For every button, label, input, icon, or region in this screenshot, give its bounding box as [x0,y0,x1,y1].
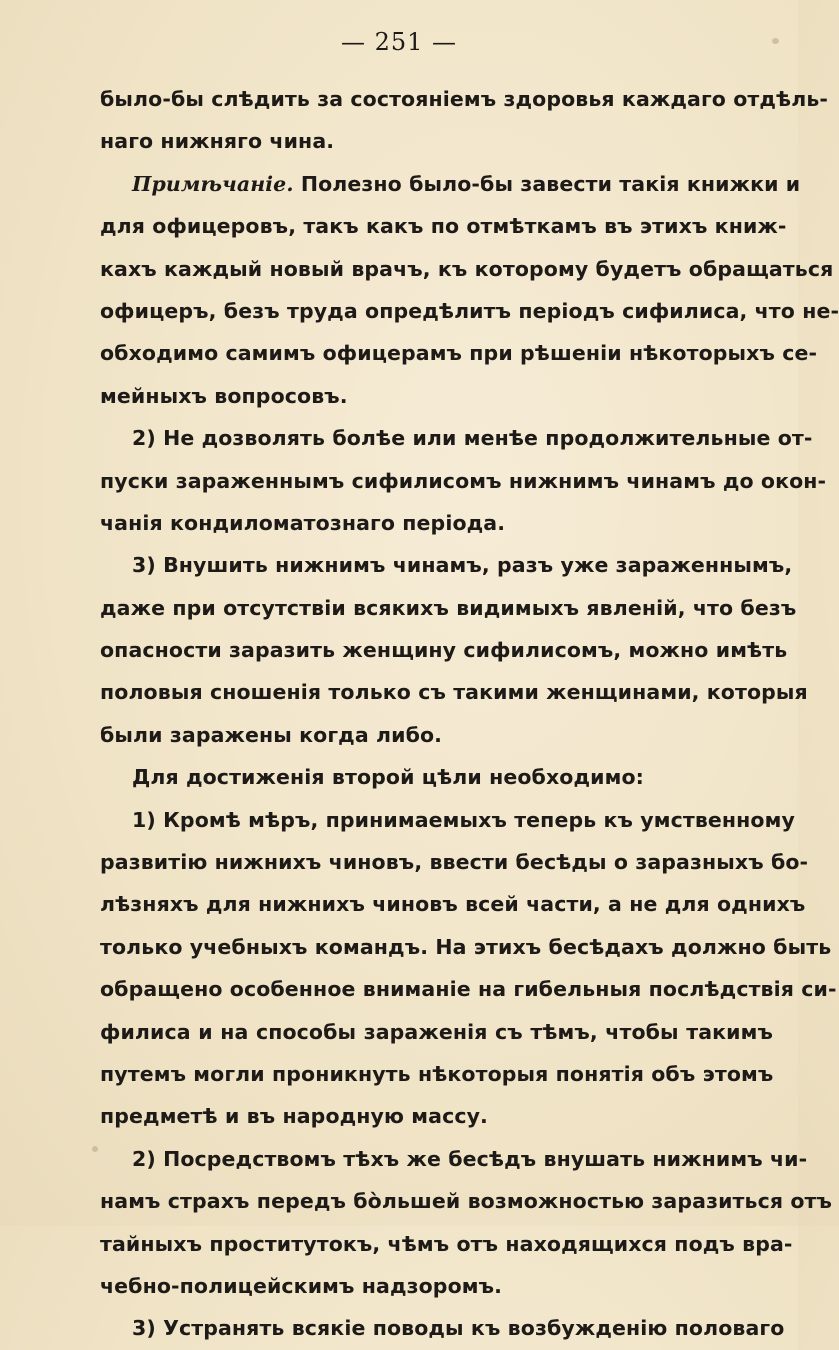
text-line: 2) Не дозволять болѣе или менѣе продолжительные от- [132,426,813,451]
text-line: мейныхъ вопросовъ. [100,383,348,408]
ink-spot [772,38,779,44]
text-line: кахъ каждый новый врачъ, къ которому будетъ обращаться [100,256,834,281]
text-line: Для достиженія второй цѣли необходимо: [132,765,644,790]
text-line: 1) Кромѣ мѣръ, принимаемыхъ теперь къ умственному [132,807,795,832]
text-line: филиса и на способы зараженія съ тѣмъ, чтобы такимъ [100,1019,773,1044]
text-line: половыя сношенія только съ такими женщинами, которыя [100,680,808,705]
text-line: для офицеровъ, такъ какъ по отмѣткамъ въ этихъ книж- [100,214,787,239]
text-line: 2) Посредствомъ тѣхъ же бесѣдъ внушать нижнимъ чи- [132,1146,808,1171]
body-text [100,78,839,1350]
text-line: обходимо самимъ офицерамъ при рѣшеніи нѣкоторыхъ се- [100,341,818,366]
text-line: чебно-полицейскимъ надзоромъ. [100,1273,503,1298]
text-line: пуски зараженнымъ сифилисомъ нижнимъ чинамъ до окон- [100,468,827,493]
text-line: развитію нижнихъ чиновъ, ввести бесѣды о заразныхъ бо- [100,850,809,875]
text-line: было-бы слѣдить за состояніемъ здоровья каждаго отдѣль- [100,87,828,111]
text-line: тайныхъ проститутокъ, чѣмъ отъ находящихся подъ вра- [100,1231,793,1256]
text-line: офицеръ, безъ труда опредѣлитъ періодъ сифилиса, что не- [100,298,839,323]
text-line: были заражены когда либо. [100,722,443,747]
text-line: даже при отсутствіи всякихъ видимыхъ явленій, что безъ [100,595,797,620]
text-line: лѣзняхъ для нижнихъ чиновъ всей части, а не для однихъ [100,892,806,917]
text-line: 3) Внушить нижнимъ чинамъ, разъ уже зараженнымъ, [132,553,793,578]
note-line [100,163,801,205]
text-line: обращено особенное вниманіе на гибельныя послѣдствія си- [100,977,837,1002]
text-line: путемъ могли проникнуть нѣкоторыя понятія объ этомъ [100,1061,774,1086]
page-number: — 251 — [340,28,458,56]
text-line: Полезно было-бы завести такія книжки и [300,171,801,196]
text-line: намъ страхъ передъ бо̀льшей возможностью заразиться отъ [100,1189,833,1214]
text-line: предметѣ и въ народную массу. [100,1104,488,1129]
text-line: 3) Устранять всякіе поводы къ возбужденію половаго [132,1316,785,1341]
text-line: наго нижняго чина. [100,129,335,154]
text-line: опасности заразить женщину сифилисомъ, можно имѣть [100,638,788,663]
text-line: чанія кондиломатознаго періода. [100,510,506,535]
ink-spot [92,1146,98,1152]
text-line: только учебныхъ командъ. На этихъ бесѣдахъ должно быть [100,934,832,959]
note-label: Примѣчаніе. [132,171,294,196]
